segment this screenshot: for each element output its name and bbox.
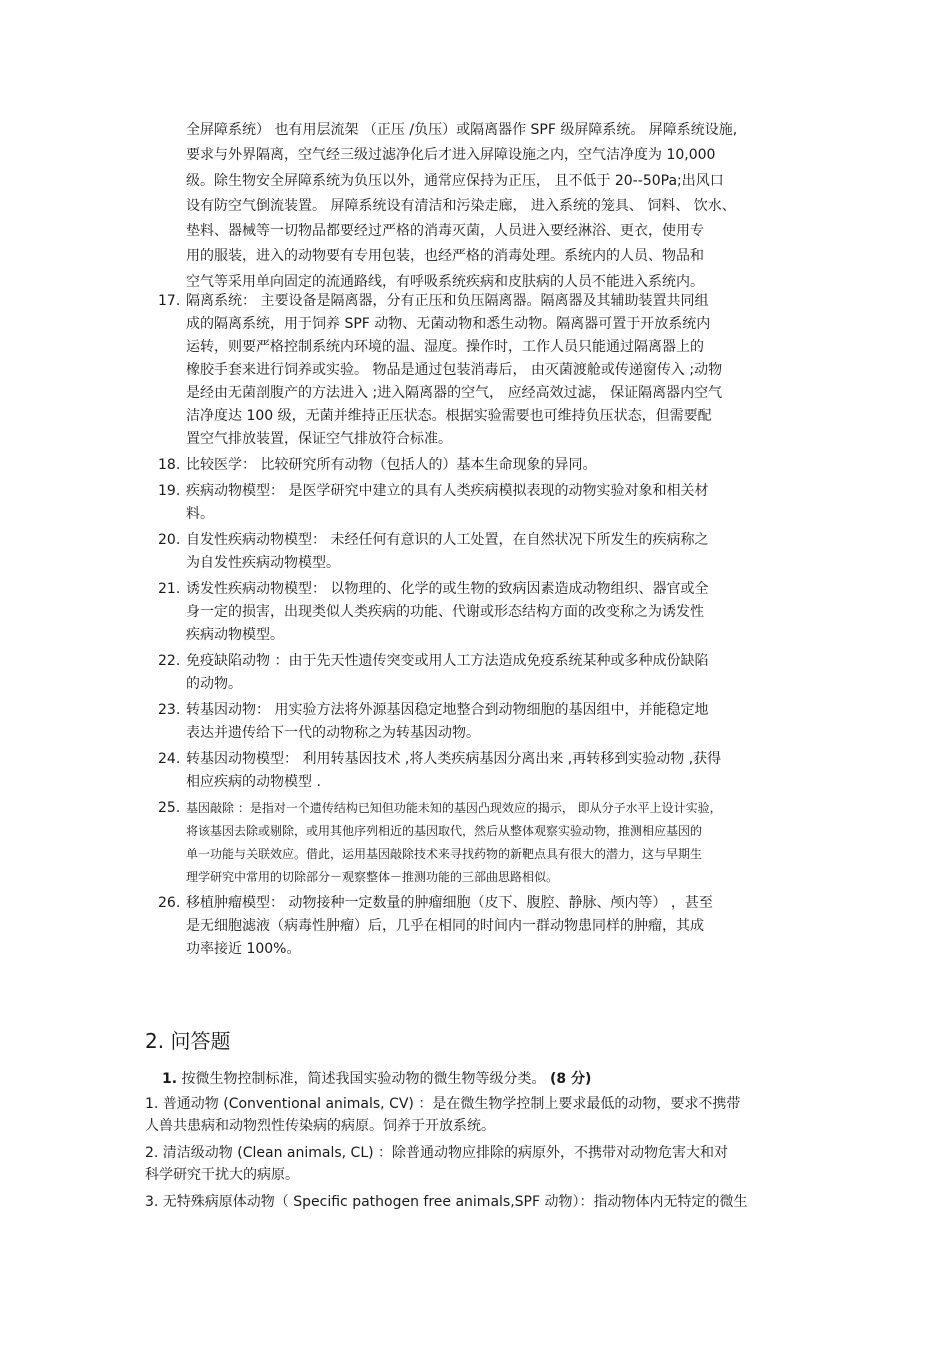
item-number: 22. xyxy=(158,653,181,669)
item-line: 转基因动物模型： 利用转基因技术 ,将人类疾病基因分离出来 ,再转移到实验动物 ,获得 xyxy=(186,751,722,767)
item-number: 21. xyxy=(158,581,181,597)
answer-line: 3. 无特殊病原体动物（ Specific pathogen free animals,SPF 动物）：指动物体内无特定的微生 xyxy=(145,1194,748,1210)
section-title: 2. 问答题 xyxy=(145,1029,231,1053)
item-line: 身一定的损害，出现类似人类疾病的功能、代谢或形态结构方面的改变称之为诱发性 xyxy=(186,604,704,620)
item-line: 隔离系统： 主要设备是隔离器，分有正压和负压隔离器。隔离器及其辅助装置共同组 xyxy=(186,293,709,309)
item-number: 25. xyxy=(158,800,181,816)
item-line: 运转，则要严格控制系统内环境的温、湿度。操作时，工作人员只能通过隔离器上的 xyxy=(186,339,704,355)
question-text: 按微生物控制标准，简述我国实验动物的微生物等级分类。 xyxy=(177,1071,550,1087)
answer-item-3 xyxy=(145,1191,805,1213)
paragraph-line: 用的服装，进入的动物要有专用包装，也经严格的消毒处理。系统内的人员、物品和 xyxy=(186,248,704,265)
item-line: 的动物。 xyxy=(186,676,242,692)
item-number: 26. xyxy=(158,895,181,911)
item-line: 诱发性疾病动物模型： 以物理的、化学的或生物的致病因素造成动物组织、器官或全 xyxy=(186,581,709,597)
paragraph-line: 空气等采用单向固定的流通路线，有呼吸系统疾病和皮肤病的人员不能进入系统内。 xyxy=(186,273,704,290)
definition-item-18 xyxy=(158,454,818,477)
answer-line: 科学研究干扰大的病原。 xyxy=(145,1167,299,1183)
definition-list xyxy=(158,290,818,964)
item-line: 比较医学： 比较研究所有动物（包括人的）基本生命现象的异同。 xyxy=(186,457,597,473)
answer-line: 人兽共患病和动物烈性传染病的病原。饲养于开放系统。 xyxy=(145,1118,495,1134)
item-line: 移植肿瘤模型： 动物接种一定数量的肿瘤细胞（皮下、腹腔、静脉、颅内等） ，甚至 xyxy=(186,895,713,911)
paragraph-line: 设有防空气倒流装置。 屏障系统设有清洁和污染走廊， 进入系统的笼具、 饲料、 饮水、 xyxy=(186,197,736,214)
item-line: 自发性疾病动物模型： 未经任何有意识的人工处置，在自然状况下所发生的疾病称之 xyxy=(186,532,709,548)
definition-item-26 xyxy=(158,892,818,961)
item-number: 19. xyxy=(158,483,181,499)
definition-item-22 xyxy=(158,650,818,696)
paragraph-line: 全屏障系统） 也有用层流架 （正压 /负压）或隔离器作 SPF 级屏障系统。 屏障系统设施, xyxy=(186,122,738,138)
answer-item-2 xyxy=(145,1142,805,1186)
item-line: 是经由无菌剖腹产的方法进入 ;进入隔离器的空气， 应经高效过滤， 保证隔离器内空气 xyxy=(186,385,723,401)
definition-item-20 xyxy=(158,529,818,575)
item-line: 将该基因去除或剔除，或用其他序列相近的基因取代，然后从整体观察实验动物，推测相应基因的 xyxy=(186,824,703,838)
definition-item-23 xyxy=(158,699,818,745)
question-heading xyxy=(162,1068,591,1090)
item-line: 为自发性疾病动物模型。 xyxy=(186,555,340,571)
answer-line: 2. 清洁级动物 (Clean animals, CL) ：除普通动物应排除的病原外，不携带对动物危害大和对 xyxy=(145,1145,729,1161)
item-number: 18. xyxy=(158,457,181,473)
item-line: 洁净度达 100 级，无菌并维持正压状态。根据实验需要也可维持负压状态，但需要配 xyxy=(186,408,712,424)
item-line: 橡胶手套来进行饲养或实验。 物品是通过包装消毒后， 由灭菌渡舱或传递窗传入 ;动物 xyxy=(186,362,723,378)
definition-item-17 xyxy=(158,290,818,451)
item-line: 单一功能与关联效应。借此，运用基因敲除技术来寻找药物的新靶点具有很大的潜力，这与早期生 xyxy=(186,847,703,861)
item-number: 23. xyxy=(158,702,181,718)
question-score: (8 分) xyxy=(549,1071,592,1087)
item-line: 置空气排放装置，保证空气排放符合标准。 xyxy=(186,431,452,447)
paragraph-line: 级。除生物安全屏障系统为负压以外，通常应保持为正压， 且不低于 20--50Pa;出风口 xyxy=(186,172,724,189)
definition-item-24 xyxy=(158,748,818,794)
item-line: 相应疾病的动物模型 . xyxy=(186,774,321,790)
item-line: 料。 xyxy=(186,506,214,522)
barrier-system-continuation xyxy=(186,118,816,295)
question-number: 1. xyxy=(162,1071,178,1087)
item-line: 转基因动物： 用实验方法将外源基因稳定地整合到动物细胞的基因组中，并能稳定地 xyxy=(186,702,709,718)
item-line: 表达并遗传给下一代的动物称之为转基因动物。 xyxy=(186,725,480,741)
answer-list xyxy=(145,1093,805,1218)
definition-item-25 xyxy=(158,797,818,889)
item-line: 是无细胞滤液（病毒性肿瘤）后，几乎在相同的时间内一群动物患同样的肿瘤，其成 xyxy=(186,918,704,934)
item-line: 成的隔离系统，用于饲养 SPF 动物、无菌动物和悉生动物。隔离器可置于开放系统内 xyxy=(186,316,711,332)
item-line: 免疫缺陷动物 ：由于先天性遗传突变或用人工方法造成免疫系统某种或多种成份缺陷 xyxy=(186,653,709,669)
item-number: 20. xyxy=(158,532,181,548)
item-line: 疾病动物模型： 是医学研究中建立的具有人类疾病模拟表现的动物实验对象和相关材 xyxy=(186,483,709,499)
item-number: 24. xyxy=(158,751,181,767)
item-line: 理学研究中常用的切除部分－观察整体－推测功能的三部曲思路相似。 xyxy=(186,870,559,884)
definition-item-21 xyxy=(158,578,818,647)
definition-item-19 xyxy=(158,480,818,526)
answer-item-1 xyxy=(145,1093,805,1137)
item-line: 基因敲除 ：是指对一个遗传结构已知但功能未知的基因凸现效应的揭示， 即从分子水平上设计实验， xyxy=(186,801,722,815)
paragraph-line: 垫料、器械等一切物品都要经过严格的消毒灭菌，人员进入要经淋浴、更衣，使用专 xyxy=(186,223,704,240)
paragraph-line: 要求与外界隔离，空气经三级过滤净化后才进入屏障设施之内，空气洁净度为 10,000 xyxy=(186,147,716,164)
item-line: 疾病动物模型。 xyxy=(186,627,284,643)
item-line: 功率接近 100%。 xyxy=(186,941,301,957)
answer-line: 1. 普通动物 (Conventional animals, CV) ：是在微生物学控制上要求最低的动物，要求不携带 xyxy=(145,1096,741,1112)
item-number: 17. xyxy=(158,293,181,309)
